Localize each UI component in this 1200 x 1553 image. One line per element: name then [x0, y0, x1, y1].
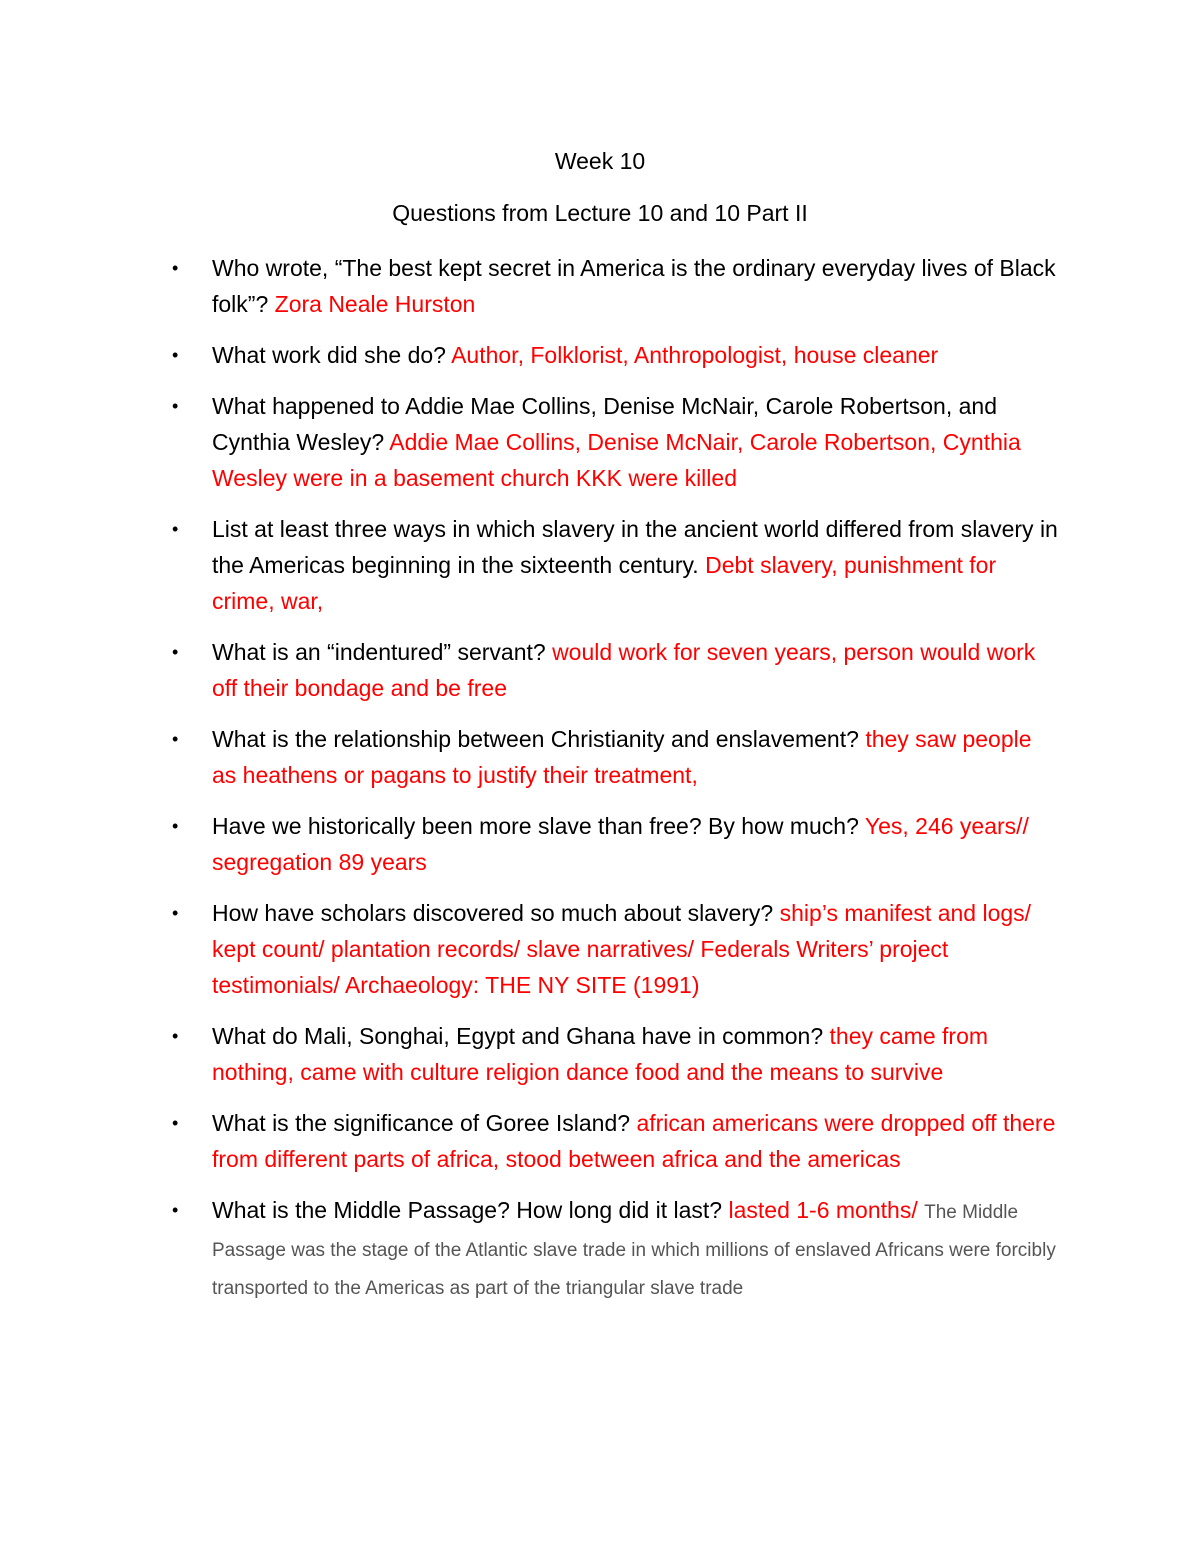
list-item — [172, 250, 1062, 322]
question-text: What happened to Addie Mae Collins, Denise McNair, Carole Robertson, and Cynthia Wesley? — [212, 393, 997, 455]
list-item — [172, 337, 1062, 373]
answer-text: Debt slavery, punishment for crime, war, — [212, 552, 997, 614]
bullet-icon: • — [172, 642, 179, 662]
answer-text: they saw people as heathens or pagans to justify their treatment, — [212, 726, 1032, 788]
page-subtitle: Questions from Lecture 10 and 10 Part II — [392, 200, 808, 226]
answer-text: they came from nothing, came with culture religion dance food and the means to survive — [212, 1023, 989, 1085]
answer-text: lasted 1-6 months/ — [728, 1197, 918, 1223]
list-item — [172, 808, 1062, 880]
question-text: What is the relationship between Christianity and enslavement? — [212, 726, 859, 752]
bullet-icon: • — [172, 519, 179, 539]
question-text: What do Mali, Songhai, Egypt and Ghana have in common? — [212, 1023, 824, 1049]
bullet-icon: • — [172, 1113, 179, 1133]
question-text: List at least three ways in which slavery in the ancient world differed from slavery in the Americas beginning in the sixteenth century. — [212, 516, 1058, 578]
bullet-icon: • — [172, 729, 179, 749]
list-item — [172, 634, 1062, 706]
question-text: What is an “indentured” servant? — [212, 639, 546, 665]
answer-text: Yes, 246 years// segregation 89 years — [212, 813, 1029, 875]
question-text: How have scholars discovered so much about slavery? — [212, 900, 774, 926]
list-item — [172, 1192, 1062, 1306]
bullet-icon: • — [172, 258, 179, 278]
list-item — [172, 1105, 1062, 1177]
list-item — [172, 1018, 1062, 1090]
answer-text: Author, Folklorist, Anthropologist, house cleaner — [451, 342, 939, 368]
explanation-note: The Middle Passage was the stage of the Atlantic slave trade in which millions of enslaved Africans were forcibly transported to the Americas as part of the triangular slave trade — [212, 1202, 1056, 1299]
question-list — [172, 250, 1062, 1321]
answer-text: african americans were dropped off there from different parts of africa, stood between africa and the americas — [212, 1110, 1056, 1172]
question-text: Have we historically been more slave than free? By how much? — [212, 813, 859, 839]
list-item — [172, 511, 1062, 619]
question-text: What is the Middle Passage? How long did it last? — [212, 1197, 723, 1223]
bullet-icon: • — [172, 1200, 179, 1220]
bullet-icon: • — [172, 1026, 179, 1046]
question-text: What work did she do? — [212, 342, 446, 368]
bullet-icon: • — [172, 903, 179, 923]
answer-text: Addie Mae Collins, Denise McNair, Carole Robertson, Cynthia Wesley were in a basement church KKK were killed — [212, 429, 1021, 491]
question-text: What is the significance of Goree Island? — [212, 1110, 631, 1136]
list-item — [172, 721, 1062, 793]
answer-text: Zora Neale Hurston — [274, 291, 476, 317]
answer-text: would work for seven years, person would work off their bondage and be free — [212, 639, 1036, 701]
list-item — [172, 895, 1062, 1003]
list-item — [172, 388, 1062, 496]
bullet-icon: • — [172, 396, 179, 416]
question-text: Who wrote, “The best kept secret in America is the ordinary everyday lives of Black folk”? — [212, 255, 1056, 317]
page-title: Week 10 — [554, 148, 646, 174]
answer-text: ship’s manifest and logs/ kept count/ plantation records/ slave narratives/ Federals Writers’ project testimonials/ Archaeology: THE NY SITE (1991) — [212, 900, 1032, 998]
bullet-icon: • — [172, 345, 179, 365]
bullet-icon: • — [172, 816, 179, 836]
